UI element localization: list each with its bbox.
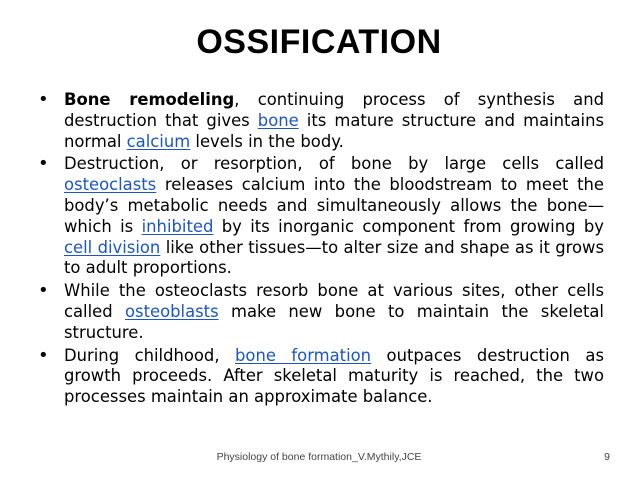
bullet-text-segment: levels in the body.: [190, 131, 344, 151]
hyperlink-bone-formation[interactable]: bone formation: [235, 345, 372, 365]
hyperlink-osteoblasts[interactable]: osteoblasts: [125, 301, 219, 321]
bullet-marker: •: [38, 280, 49, 302]
bullet-item: [38, 90, 604, 152]
bullet-text-segment: , continuing process of synthesis and destruction that gives: [64, 90, 604, 130]
bullet-text-segment: Bone remodeling: [64, 90, 235, 109]
bullet-marker: •: [38, 89, 49, 110]
page-number: 9: [604, 451, 610, 463]
bullet-item: [38, 154, 604, 279]
hyperlink-osteoclasts[interactable]: osteoclasts: [64, 175, 157, 195]
bullet-text-segment: like other tissues—to alter size and shape as it grows to adult proportions.: [64, 237, 605, 278]
bullet-text-segment: its mature structure and maintains normal: [64, 110, 605, 151]
bullet-text-segment: by its inorganic component from growing by: [213, 216, 605, 236]
bullet-marker: •: [38, 153, 49, 175]
bullet-list: [38, 90, 604, 410]
hyperlink-inhibited[interactable]: inhibited: [141, 216, 214, 236]
bullet-text-segment: releases calcium into the bloodstream to meet the body’s metabolic needs and simultaneously allows the bone—which is: [64, 175, 604, 236]
hyperlink-cell-division[interactable]: cell division: [64, 237, 161, 257]
slide-footer: Physiology of bone formation_V.Mythily,JCE: [216, 451, 422, 463]
bullet-text-segment: outpaces destruction as growth proceeds. After skeletal maturity is reached, the two processes maintain an approximate balance.: [64, 345, 604, 407]
bullet-marker: •: [38, 344, 49, 366]
bullet-text-segment: While the osteoclasts resorb bone at various sites, other cells called: [64, 281, 604, 321]
bullet-item: [38, 346, 604, 408]
bullet-item: [38, 281, 604, 343]
hyperlink-bone[interactable]: bone: [257, 110, 299, 130]
hyperlink-calcium[interactable]: calcium: [126, 131, 191, 151]
slide-title: OSSIFICATION: [196, 23, 442, 61]
bullet-text-segment: Destruction, or resorption, of bone by large cells called: [64, 154, 604, 174]
bullet-text-segment: During childhood,: [64, 345, 236, 365]
bullet-text-segment: make new bone to maintain the skeletal structure.: [64, 301, 604, 342]
